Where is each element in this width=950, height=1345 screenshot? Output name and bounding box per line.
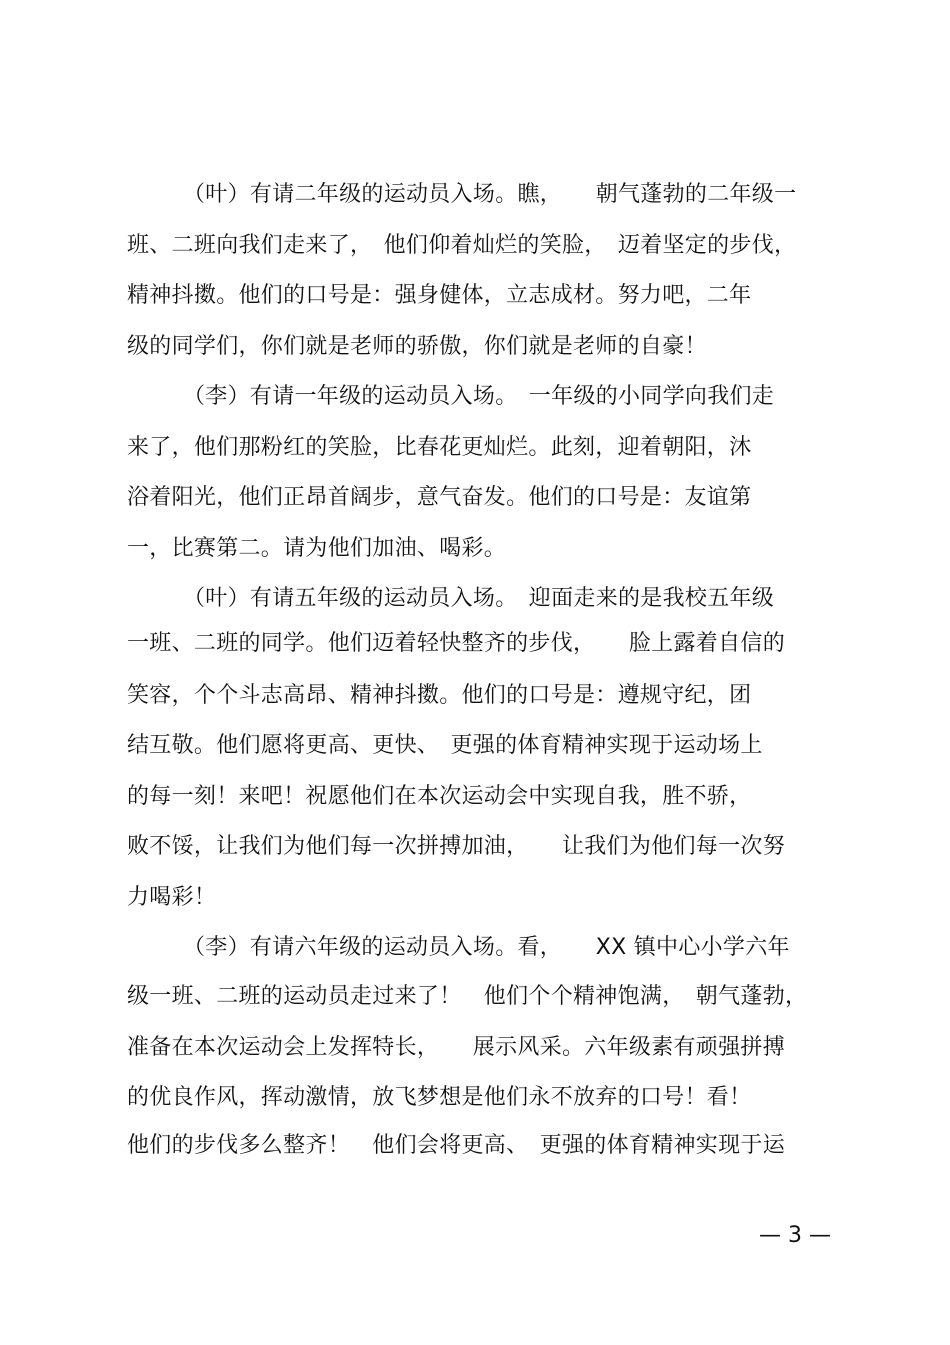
text-line: 的优良作风，挥动激情，放飞梦想是他们永不放弃的口号！看！	[127, 1085, 752, 1110]
text-line: 来了，他们那粉红的笑脸，比春花更灿烂。此刻，迎着朝阳，沐	[127, 435, 752, 460]
text-line: 班、二班向我们走来了， 他们仰着灿烂的笑脸， 迈着坚定的步伐，	[127, 233, 797, 258]
text-line: （叶）有请五年级的运动员入场。 迎面走来的是我校五年级	[183, 586, 775, 611]
page-number: — 3 —	[759, 1223, 831, 1248]
text-line: （李）有请一年级的运动员入场。 一年级的小同学向我们走	[183, 384, 775, 409]
text-line: 笑容，个个斗志高昂、精神抖擞。他们的口号是：遵规守纪，团	[127, 683, 752, 708]
text-line: 级一班、二班的运动员走过来了！ 他们个个精神饱满， 朝气蓬勃，	[127, 984, 808, 1009]
text-line: 力喝彩！	[127, 885, 217, 910]
text-line: 一班、二班的同学。他们迈着轻快整齐的步伐， 脸上露着自信的	[127, 631, 786, 656]
text-line: 结互敬。他们愿将更高、更快、 更强的体育精神实现于运动场上	[127, 733, 763, 758]
text-line: 准备在本次运动会上发挥特长， 展示风采。六年级素有顽强拼搏	[127, 1035, 786, 1060]
text-line: 的每一刻！来吧！祝愿他们在本次运动会中实现自我，胜不骄，	[127, 784, 752, 809]
text-line: 级的同学们，你们就是老师的骄傲，你们就是老师的自豪！	[127, 334, 707, 359]
text-line: （叶）有请二年级的运动员入场。瞧， 朝气蓬勃的二年级一	[183, 182, 797, 207]
text-line: 浴着阳光，他们正昂首阔步，意气奋发。他们的口号是：友谊第	[127, 485, 752, 510]
text-line: 一，比赛第二。请为他们加油、喝彩。	[127, 536, 507, 561]
text-line: 精神抖擞。他们的口号是：强身健体，立志成材。努力吧，二年	[127, 283, 752, 308]
text-line: 他们的步伐多么整齐！ 他们会将更高、 更强的体育精神实现于运	[127, 1133, 786, 1158]
text-line: 败不馁，让我们为他们每一次拼搏加油， 让我们为他们每一次努	[127, 834, 786, 859]
text-line: （李）有请六年级的运动员入场。看， XX 镇中心小学六年	[183, 935, 790, 960]
